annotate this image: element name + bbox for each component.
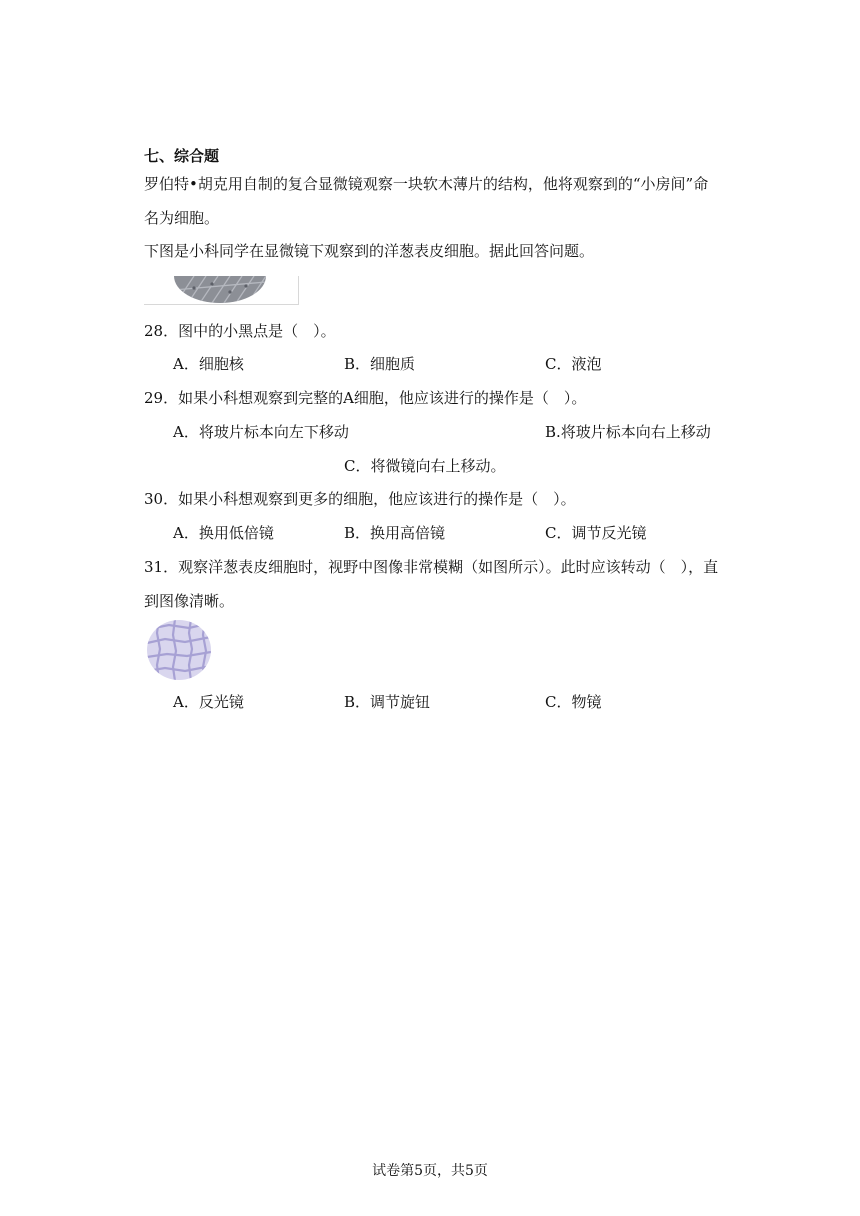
question-28-stem: 28．图中的小黑点是（ ）。: [144, 322, 336, 340]
question-30-option-c[interactable]: C．调节反光镜: [545, 524, 647, 542]
question-29-option-a[interactable]: A．将玻片标本向左下移动: [173, 423, 349, 441]
intro-line-2: 名为细胞。: [144, 209, 220, 227]
question-28-option-b[interactable]: B．细胞质: [344, 355, 416, 373]
question-28-option-a[interactable]: A．细胞核: [173, 355, 244, 373]
blurry-cell-image: [145, 619, 213, 681]
onion-cell-micrograph-image: [144, 276, 299, 305]
intro-line-3: 下图是小科同学在显微镜下观察到的洋葱表皮细胞。据此回答问题。: [144, 242, 595, 260]
page-footer: 试卷第5页，共5页: [372, 1163, 488, 1179]
question-28-option-c[interactable]: C．液泡: [545, 355, 602, 373]
question-31-option-c[interactable]: C．物镜: [545, 693, 602, 711]
section-heading: 七、综合题: [144, 147, 220, 165]
intro-line-1: 罗伯特•胡克用自制的复合显微镜观察一块软木薄片的结构，他将观察到的“小房间”命: [144, 175, 709, 193]
question-31-option-a[interactable]: A．反光镜: [173, 693, 244, 711]
question-31-stem-line-1: 31．观察洋葱表皮细胞时，视野中图像非常模糊（如图所示）。此时应该转动（ ），直: [144, 558, 719, 576]
question-31-stem-line-2: 到图像清晰。: [144, 592, 235, 610]
question-31-option-b[interactable]: B．调节旋钮: [344, 693, 431, 711]
blurry-cell-svg: [145, 619, 213, 681]
question-29-stem: 29．如果小科想观察到完整的A细胞，他应该进行的操作是（ ）。: [144, 389, 587, 407]
question-30-option-b[interactable]: B．换用高倍镜: [344, 524, 446, 542]
micrograph-svg: [144, 276, 298, 304]
question-29-option-b[interactable]: B.将玻片标本向右上移动: [545, 423, 711, 441]
question-29-option-c[interactable]: C．将微镜向右上移动。: [344, 457, 506, 475]
question-30-option-a[interactable]: A．换用低倍镜: [173, 524, 274, 542]
question-30-stem: 30．如果小科想观察到更多的细胞，他应该进行的操作是（ ）。: [144, 490, 576, 508]
